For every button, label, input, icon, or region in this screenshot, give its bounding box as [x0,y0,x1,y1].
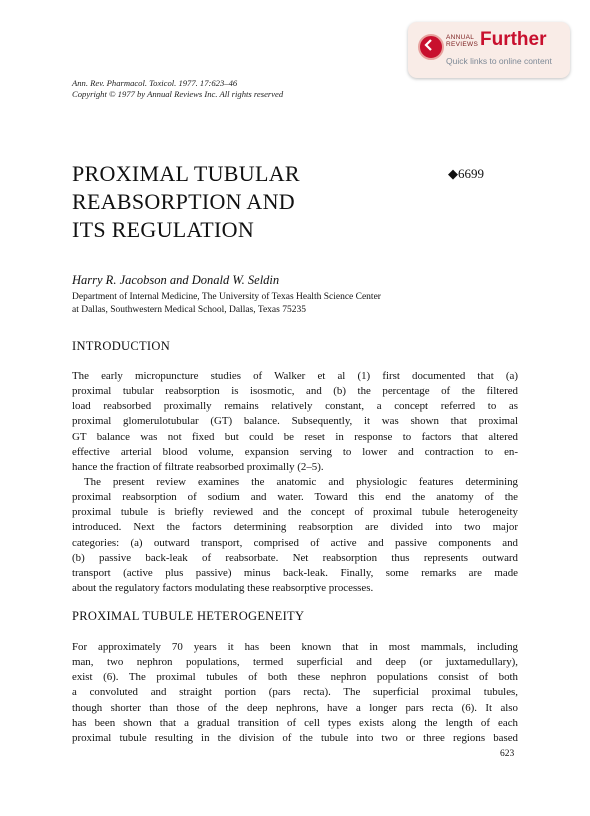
annual-reviews-wordmark [446,34,478,48]
text-line: The present review examines the anatomic and physiologic features determining [84,476,518,488]
text-line: transport (active plus passive) minus back-leak. Finally, some remarks are made [72,566,518,579]
copyright-line: Copyright © 1977 by Annual Reviews Inc. All rights reserved [72,89,284,99]
text-line: hance the fraction of filtrate reabsorbed proximally (2–5). [72,460,324,473]
article-code: ◆6699 [448,166,484,181]
title-line-1: PROXIMAL TUBULAR [72,161,300,186]
text-line: proximal reabsorption of sodium and water. Toward this end the anatomy of the [72,491,518,504]
text-line: (b) passive back-leak of reabsorbate. Net reabsorption thus represents outward [72,551,518,564]
page-number: 623 [500,749,515,759]
section-heading-introduction: INTRODUCTION [72,339,171,353]
text-line: exist (6). The proximal tubules of both these nephron populations consist of both [72,671,518,684]
text-line: proximal tubule resulting in the division of the tubule into two or three regions based [72,731,518,744]
text-line: The early micropuncture studies of Walker et al (1) first documented that (a) [72,370,518,382]
annual-label: ANNUAL [446,34,475,41]
further-label: Further [480,29,547,50]
play-icon [418,34,444,60]
title-line-2: REABSORPTION AND [72,189,295,214]
text-line: proximal tubular reabsorption is isosmotic, and (b) the percentage of the filtered [72,385,518,398]
title-line-3: ITS REGULATION [72,217,255,242]
text-line: effective arterial blood volume, expansion serving to lower and contraction to en- [72,445,518,458]
text-line: a convoluted and straight portion (pars recta). The superficial proximal tubules, [72,686,518,699]
text-line: man, two nephron populations, termed superficial and deep (or juxtamedullary), [72,656,518,669]
text-line: introduced. Next the factors determining reabsorption are divided into two major [72,521,518,534]
text-line: about the regulatory factors modulating these reabsorptive processes. [72,582,374,595]
affiliation [72,291,512,317]
article-title [72,160,392,244]
text-line: has been shown that a gradual transition of cell types exists along the length of each [72,716,518,729]
intro-paragraph-2 [72,475,518,596]
affiliation-line-2: at Dallas, Southwestern Medical School, Dallas, Texas 75235 [72,305,306,315]
text-line: For approximately 70 years it has been known that in most mammals, including [72,641,518,653]
intro-paragraph-1 [72,369,518,475]
journal-citation [72,78,283,100]
text-line: proximal glomerulotubular (GT) balance. Subsequently, it was shown that proximal [72,415,518,428]
quick-links-label: Quick links to online content [446,56,552,66]
annual-reviews-further-badge[interactable] [408,22,570,78]
citation-line: Ann. Rev. Pharmacol. Toxicol. 1977. 17:623–46 [72,78,238,88]
text-line: categories: (a) outward transport, comprised of active and passive components and [72,536,518,549]
text-line: though shorter than those of the deep nephrons, have a longer pars recta (6). It also [72,701,518,714]
reviews-label: REVIEWS [446,41,479,48]
text-line: load reabsorbed proximally remains relatively constant, a concept referred to as [72,400,518,413]
authors: Harry R. Jacobson and Donald W. Seldin [72,273,280,287]
affiliation-line-1: Department of Internal Medicine, The University of Texas Health Science Center [72,292,381,302]
heterogeneity-paragraph-1 [72,640,518,746]
text-line: GT balance was not fixed but could be reset in response to factors that altered [72,430,518,443]
section-heading-heterogeneity: PROXIMAL TUBULE HETEROGENEITY [72,609,305,623]
text-line: proximal tubule is briefly reviewed and the concept of proximal tubule heterogeneity [72,506,518,519]
